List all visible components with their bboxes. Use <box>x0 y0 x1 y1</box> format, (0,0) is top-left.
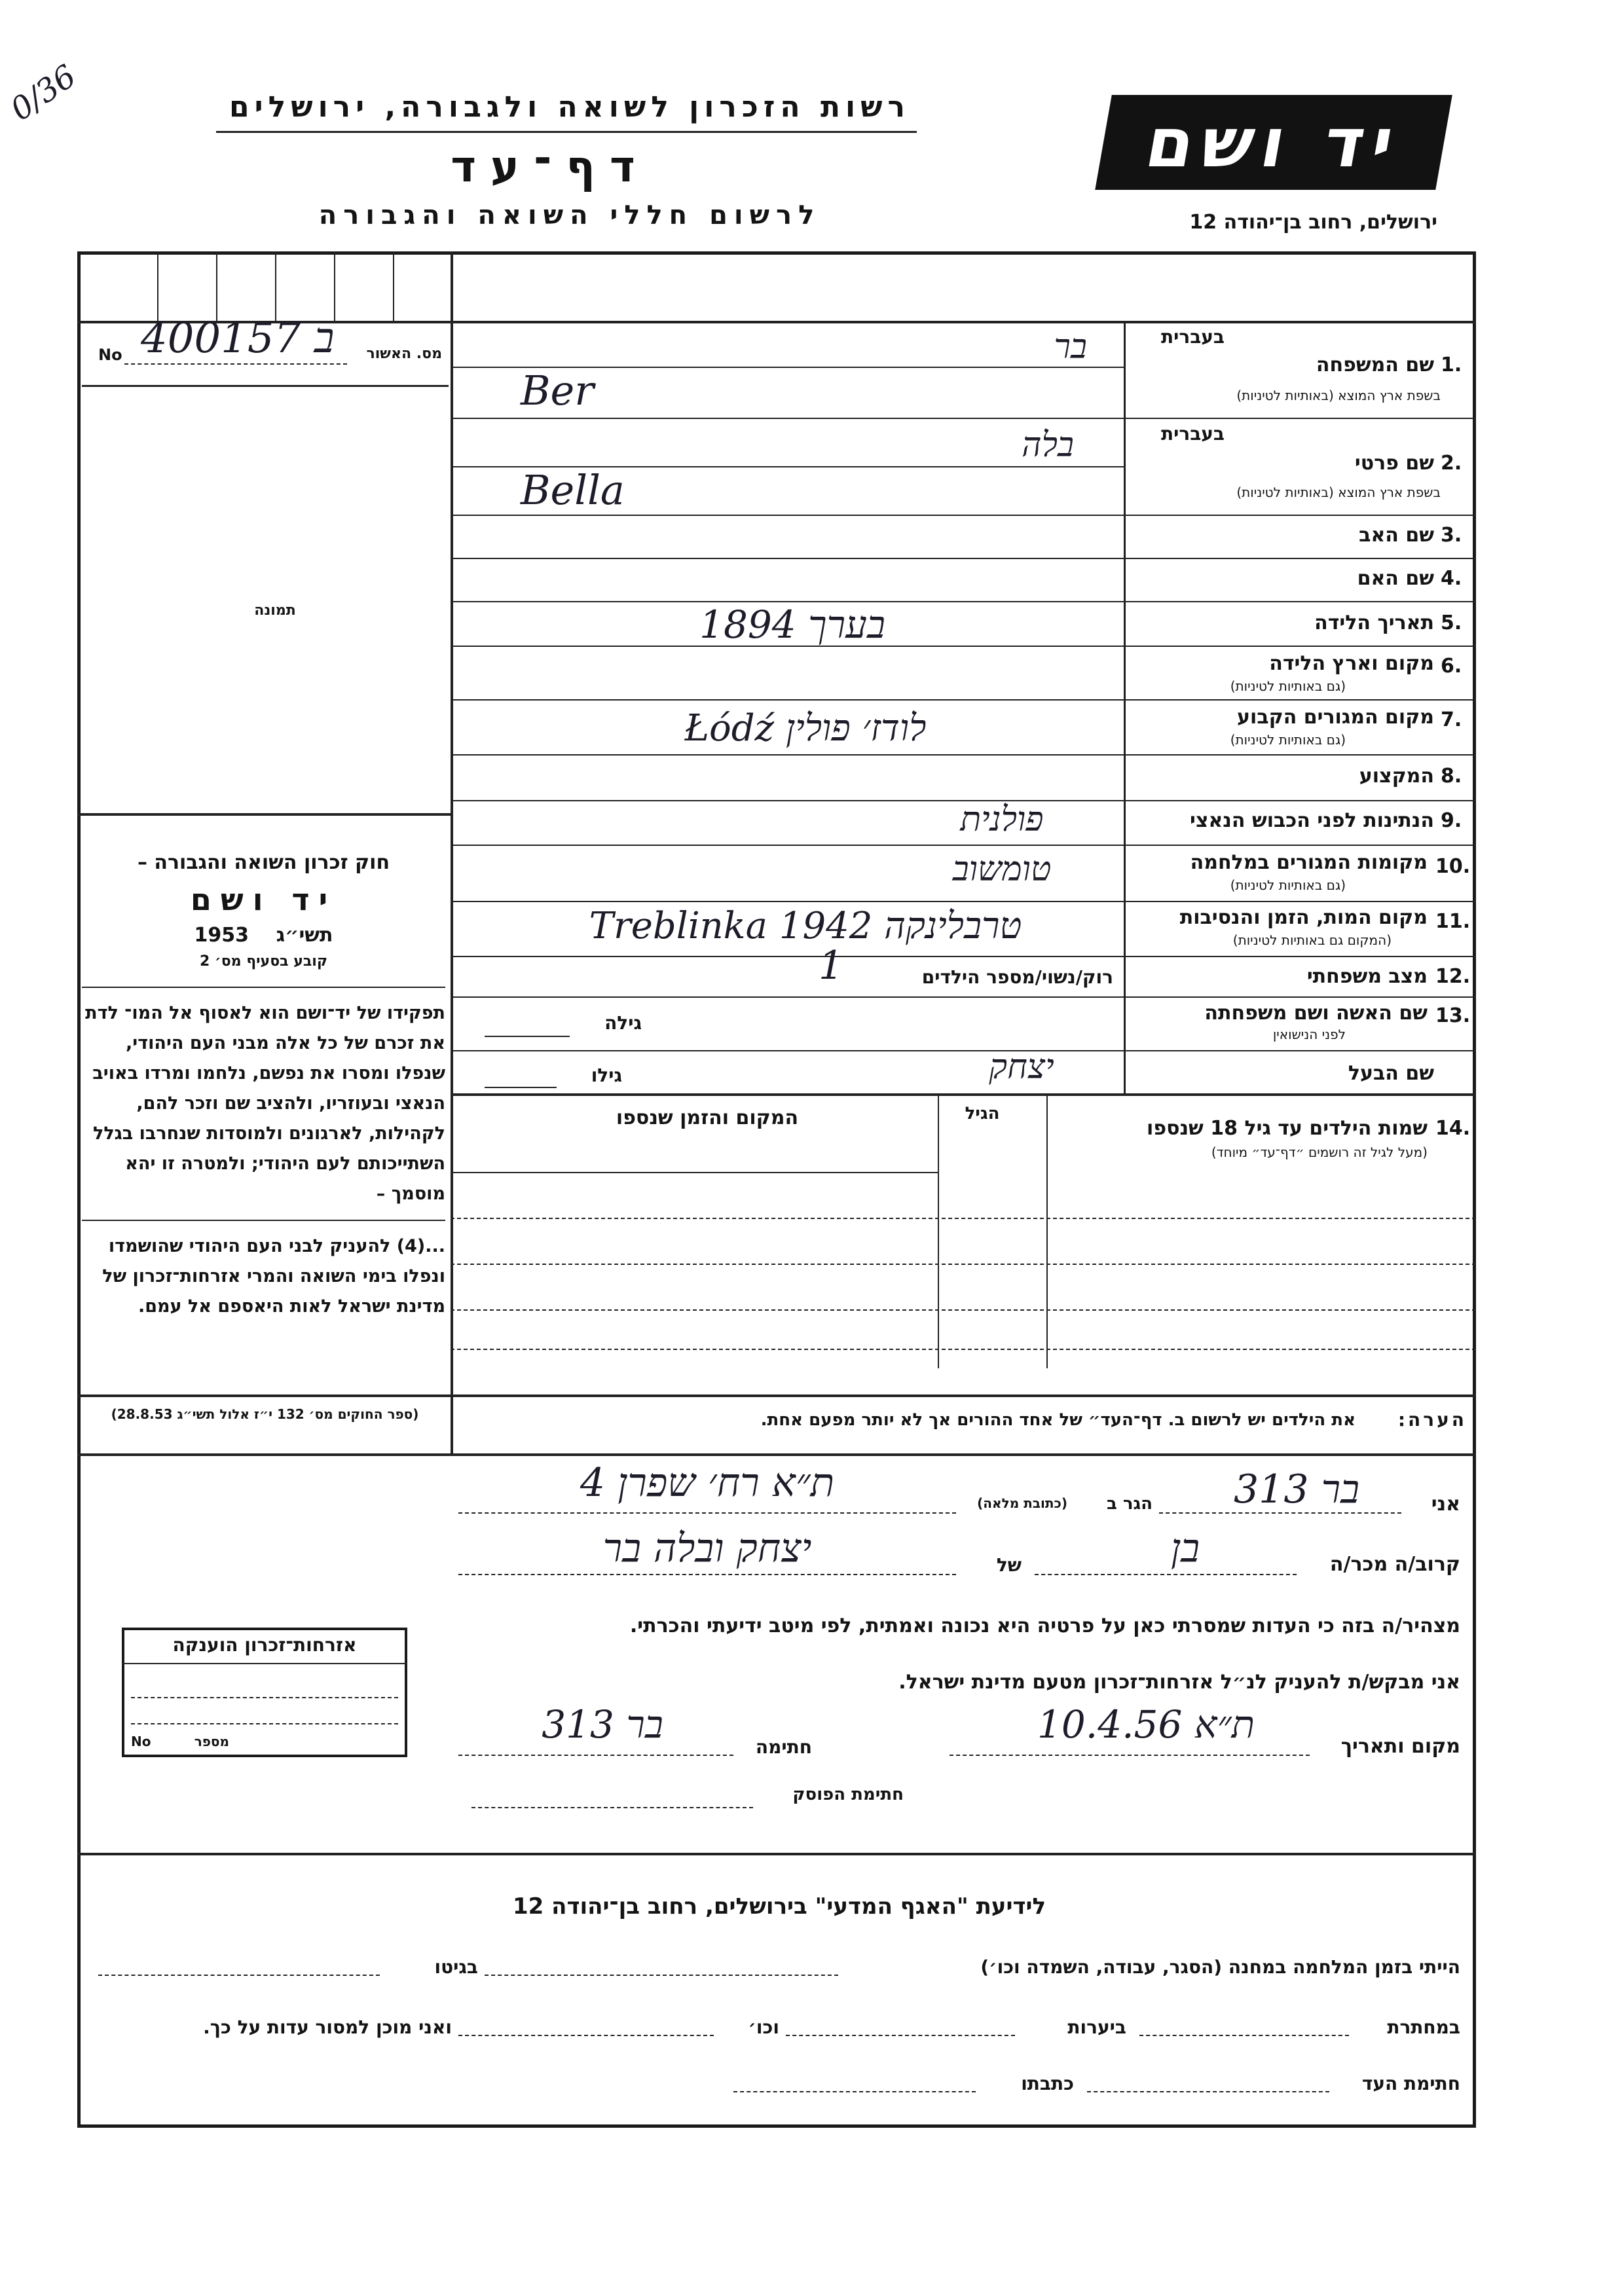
field-1-sub: בשפת ארץ המוצא (באותיות לטיניות) <box>1236 388 1441 403</box>
bottom-line3-blank-b <box>733 2091 976 2092</box>
field-5-label: תאריך הלידה <box>1314 611 1434 634</box>
field-7-label: מקום המגורים הקבוע <box>1237 706 1434 729</box>
field-7-value: לודז׳ פולין Łódź <box>684 707 927 750</box>
approval-number-label: מס. האשור <box>366 346 442 362</box>
field-4-label: שם האם <box>1357 567 1434 590</box>
stamp-title-rule <box>122 1663 407 1664</box>
address-line <box>458 1512 956 1514</box>
stamp-line-2 <box>131 1723 398 1724</box>
children-row-1 <box>451 1218 1476 1219</box>
bottom-section-rule <box>77 1853 1476 1855</box>
bottom-line2-c: וכו׳ <box>748 2016 779 2038</box>
field-3-num: 3. <box>1441 524 1462 547</box>
field-1-label: שם המשפחה <box>1316 354 1434 376</box>
declarant-line <box>1159 1512 1401 1514</box>
row-rule-12 <box>451 996 1476 998</box>
row-rule-10 <box>451 901 1476 902</box>
field-1-num: 1. <box>1441 354 1462 376</box>
bottom-line3-blank-a <box>1087 2091 1329 2092</box>
logo-text: יד ושם <box>1139 102 1408 183</box>
top-cell-1 <box>157 251 158 321</box>
field-9-label: הנתינות לפני הכבוש הנאצי <box>1190 809 1434 832</box>
top-cell-4 <box>334 251 335 321</box>
field-1-lang-label: בעברית <box>1160 326 1225 348</box>
law-title: חוק זכרון השואה והגבורה – <box>137 851 390 874</box>
field-11-num: 11. <box>1435 910 1471 933</box>
wife-age-label: גילה <box>604 1012 642 1034</box>
top-strip-divider <box>451 251 453 321</box>
bottom-line3-b: כתבתו <box>1021 2073 1074 2094</box>
children-col-div-2 <box>1046 1093 1048 1368</box>
law-para-1: תפקידו של יד־ושם הוא לאסוף אל המו־ לדת את זכרם של כל אלה מבני העם היהודי, שנפלו ומסרו את נפשם, נלחמו ומרדו באויב הנאצי ובעוזריו, ולהציב שם וזכר להם, לקהילות, לארגונים ולמוסדות שנחרבו בגלל השתייכותם לעם היהודי; ולמטרה זו יהא מוסמך – <box>85 1003 445 1204</box>
field-12-children: 1 <box>819 943 844 989</box>
field-4-num: 4. <box>1441 567 1462 590</box>
field-5-value: בערך 1894 <box>699 602 885 647</box>
field-13-num: 13. <box>1435 1004 1471 1027</box>
declaration-statement: מצהיר/ה בזה כי העדות שמסרתי כאן על פרטיה היא נכונה ואמתית, לפי מיטב ידיעתי והכרתי. <box>629 1614 1460 1637</box>
law-name: יד ושם <box>190 882 337 917</box>
bottom-line1-blank-b <box>98 1975 380 1976</box>
signature-value: בר 313 <box>542 1702 663 1747</box>
relation-line <box>1035 1574 1297 1575</box>
field-12-options: רוק/נשוי/מספר הילדים <box>921 966 1113 988</box>
bottom-line1-label: הייתי בזמן המלחמה במחנה (הסגר, עבודה, השמדה וכו׳) <box>980 1956 1460 1978</box>
top-cell-5 <box>393 251 394 321</box>
authority-underline <box>216 131 917 133</box>
law-para-2: ...(4) להעניק לבני העם היהודי שהושמדו ונפלו בימי השואה והמרי אזרחות־זכרון של מדינת ישראל לאות היאספם אל עמם. <box>102 1236 445 1317</box>
place-date-value: ת״א 10.4.56 <box>1037 1702 1255 1747</box>
field-9-value: פולנית <box>960 800 1044 839</box>
note-bottom-rule <box>77 1453 1476 1456</box>
field-10-sub: (גם באותיות לטיניות) <box>1230 877 1346 893</box>
left-column-divider <box>451 321 453 1394</box>
row-rule-11 <box>451 956 1476 957</box>
law-footnote: (ספר החוקים מס׳ 132 י״ז אלול תשי״ג 28.8.53) <box>111 1406 419 1422</box>
yad-vashem-logo <box>1095 95 1452 190</box>
sidebar-footnote-rule <box>77 1394 1476 1397</box>
row-rule-9 <box>451 845 1476 846</box>
bottom-line3-a: חתימת העד <box>1361 2073 1460 2094</box>
note-label: הערה: <box>1397 1409 1467 1430</box>
of-line <box>458 1574 956 1575</box>
field-7-sub: (גם באותיות לטיניות) <box>1230 732 1346 748</box>
stamp-no: No <box>131 1734 151 1749</box>
address-hint: (כתובת מלאה) <box>977 1495 1067 1511</box>
field-2-sub: בשפת ארץ המוצא (באותיות לטיניות) <box>1236 484 1441 500</box>
law-text-block <box>82 851 445 1322</box>
row-rule-2b <box>451 515 1476 516</box>
husband-age-label: גילו <box>591 1065 622 1086</box>
of-label: של <box>996 1554 1022 1576</box>
field-10-label: מקומות המגורים במלחמה <box>1190 851 1428 874</box>
field-2-label: שם פרטי <box>1354 452 1434 475</box>
approval-number-line <box>124 363 347 365</box>
photo-label: תמונה <box>254 602 296 619</box>
field-1-latin-value: Ber <box>521 367 594 414</box>
declarant-value: בר 313 <box>1234 1467 1359 1512</box>
relation-value: בן <box>1170 1525 1200 1571</box>
stamp-number-label: מספר <box>194 1734 229 1749</box>
field-13-sub: לפני הנישואין <box>1272 1027 1346 1042</box>
law-year-row <box>82 924 445 947</box>
approval-no-prefix: No <box>98 346 122 364</box>
margin-note: 0/36 <box>4 58 83 128</box>
place-date-label: מקום ותאריך <box>1340 1735 1460 1758</box>
law-year: 1953 <box>194 924 249 947</box>
field-6-sub: (גם באותיות לטיניות) <box>1230 678 1346 694</box>
resides-label: הגר ב <box>1106 1494 1153 1514</box>
signature-label: חתימה <box>755 1736 812 1758</box>
law-para-rule <box>82 1220 445 1221</box>
bottom-title: לידיעת "האגף המדעי" בירושלים, רחוב בן־יהודה 12 <box>512 1893 1046 1920</box>
field-1-hebrew-value: בר <box>1054 327 1087 367</box>
field-10-value: טומשוב <box>952 850 1052 889</box>
photo-area-bottom <box>77 813 451 816</box>
approval-number-value: 400157 ב <box>141 314 335 363</box>
declarant-label: אני <box>1431 1493 1460 1516</box>
field-6-num: 6. <box>1441 655 1462 678</box>
officer-signature-line <box>471 1807 753 1808</box>
place-date-line <box>950 1755 1310 1756</box>
bottom-line2-blank-a <box>1139 2035 1349 2036</box>
field-2-lang-label: בעברית <box>1160 423 1225 445</box>
children-header-rule-a <box>451 1172 938 1173</box>
field-2-latin-value: Bella <box>521 466 625 514</box>
row-rule-6 <box>451 699 1476 701</box>
field-11-label: מקום המות, הזמן והנסיבות <box>1179 906 1428 929</box>
stamp-title: אזרחות־זכרון הוענקה <box>172 1634 357 1656</box>
bottom-line2-blank-b <box>786 2035 1015 2036</box>
row-rule-5 <box>451 646 1476 647</box>
bottom-line2-a: במחתרת <box>1387 2016 1460 2038</box>
law-clause-rule <box>82 987 445 988</box>
children-row-2 <box>451 1264 1476 1265</box>
top-cell-3 <box>275 251 276 321</box>
law-year-hebrew: תשי״ג <box>276 924 333 947</box>
label-column-divider <box>1124 321 1126 1093</box>
wife-age-line <box>485 1036 570 1037</box>
row-rule-7 <box>451 754 1476 756</box>
children-place-col: המקום והזמן שנספו <box>616 1106 799 1129</box>
bottom-line2-blank-c <box>458 2035 714 2036</box>
law-clause: קובע בסעיף מס׳ 2 <box>199 953 328 970</box>
field-2-hebrew-value: בלה <box>1022 426 1074 465</box>
field-2-num: 2. <box>1441 452 1462 475</box>
children-age-col: הגיל <box>965 1104 1000 1123</box>
field-14-num: 14. <box>1435 1117 1471 1140</box>
field-13-label: שם האשה ושם משפחתה <box>1204 1002 1428 1025</box>
field-9-num: 9. <box>1441 809 1462 832</box>
husband-value: יצחק <box>989 1048 1054 1087</box>
field-8-num: 8. <box>1441 765 1462 788</box>
row-rule-13b <box>451 1093 1476 1096</box>
form-title: דף־עד <box>451 141 650 192</box>
row-rule-3 <box>451 558 1476 559</box>
row-rule-1b <box>451 418 1476 419</box>
footnote-divider <box>451 1394 453 1453</box>
bottom-line2-b: ביערות <box>1067 2016 1126 2038</box>
of-value: יצחק ובלה בר <box>602 1525 812 1571</box>
bottom-line1-end: בגיטו <box>434 1956 478 1978</box>
bottom-line2-d: ואני מוכן למסור עדות על כך. <box>203 2016 452 2038</box>
bottom-line1-blank-a <box>485 1975 838 1976</box>
address-value: ת״א רח׳ שפרן 4 <box>580 1460 835 1506</box>
form-subtitle: לרשום חללי השואה והגבורה <box>318 200 821 230</box>
field-3-label: שם האב <box>1359 524 1434 547</box>
note-text: את הילדים יש לרשום ב. דף־העד״ של אחד ההורים אך לא יותר מפעם אחת. <box>760 1410 1356 1430</box>
husband-label: שם הבעל <box>1348 1062 1434 1085</box>
field-11-sub: (המקום גם באותיות לטיניות) <box>1232 932 1392 948</box>
field-12-num: 12. <box>1435 965 1471 988</box>
row-rule-4 <box>451 601 1476 602</box>
field-10-num: 10. <box>1435 855 1471 878</box>
field-7-num: 7. <box>1441 708 1462 731</box>
field-8-label: המקצוע <box>1359 765 1434 788</box>
top-cell-2 <box>216 251 217 321</box>
relation-label: קרוב/ה מכר/ה <box>1329 1553 1460 1576</box>
children-row-4 <box>451 1349 1476 1350</box>
field-6-label: מקום וארץ הלידה <box>1269 652 1434 675</box>
field-14-sub: (מעל לגיל זה רושמים ״דף־עד״ מיוחד) <box>1211 1144 1428 1160</box>
field-14-label: שמות הילדים עד גיל 18 שנספו <box>1147 1117 1428 1140</box>
declaration-request: אני מבקש/ת להעניק לנ״ל אזרחות־זכרון מטעם מדינת ישראל. <box>898 1671 1460 1694</box>
officer-signature-label: חתימת הפוסק <box>792 1785 904 1804</box>
children-row-3 <box>451 1309 1476 1311</box>
husband-age-line <box>485 1087 557 1088</box>
signature-line <box>458 1755 733 1756</box>
authority-line: רשות הזכרון לשואה ולגבורה, ירושלים <box>229 90 910 124</box>
field-12-label: מצב משפחתי <box>1306 965 1428 988</box>
field-5-num: 5. <box>1441 611 1462 634</box>
stamp-line-1 <box>131 1697 398 1698</box>
field-11-value: טרבלינקה 1942 Treblinka <box>589 905 1022 947</box>
children-col-div-1 <box>938 1093 939 1368</box>
office-address: ירושלים, רחוב בן־יהודה 12 <box>1189 211 1437 234</box>
